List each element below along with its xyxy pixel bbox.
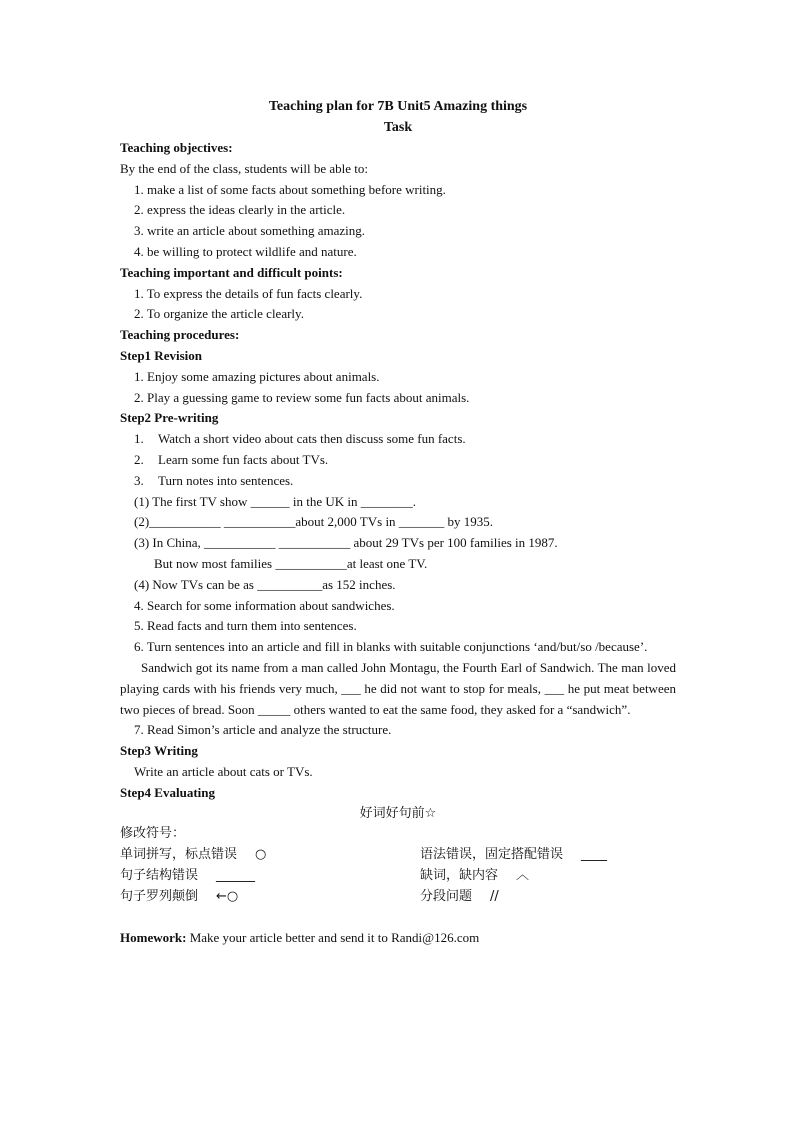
- page-title: Teaching plan for 7B Unit5 Amazing things: [268, 99, 528, 114]
- step2-numbered-item: [120, 429, 676, 450]
- step1-item: 1. Enjoy some amazing pictures about animals.: [134, 368, 380, 384]
- step4-heading: Step4 Evaluating: [120, 784, 215, 800]
- step2-numbered-item: [120, 450, 676, 471]
- homework-line: [120, 928, 676, 949]
- marks-label: 修改符号：: [120, 826, 186, 842]
- fill-sentence-continued: But now most families ___________at least one TV.: [154, 555, 428, 571]
- item-text: Learn some fun facts about TVs.: [158, 451, 329, 467]
- point-item: 2. To organize the article clearly.: [134, 306, 304, 322]
- paragraph-mark-symbol: //: [490, 888, 499, 904]
- step2-item: 5. Read facts and turn them into sentences.: [134, 618, 357, 634]
- points-heading: Teaching important and difficult points:: [120, 264, 343, 280]
- fill-sentence: (2)___________ ___________about 2,000 TVs in _______ by 1935.: [134, 514, 494, 530]
- circle-mark-symbol: ○: [255, 847, 267, 863]
- fill-sentence: (3) In China, ___________ ___________ about 29 TVs per 100 families in 1987.: [134, 535, 558, 551]
- step3-heading: Step3 Writing: [120, 743, 198, 759]
- objective-item: 3. write an article about something amazing.: [134, 223, 366, 239]
- item-number: 3.: [134, 472, 144, 488]
- objective-item: 1. make a list of some facts about something before writing.: [134, 181, 446, 197]
- document-page: [120, 96, 676, 949]
- marks-row: [120, 845, 676, 866]
- step3-text: Write an article about cats or TVs.: [134, 763, 313, 779]
- step1-heading: Step1 Revision: [120, 347, 202, 363]
- step2-item: 4. Search for some information about sandwiches.: [134, 597, 395, 613]
- step2-numbered-item: [120, 471, 676, 492]
- mark-description: 分段问题: [420, 888, 473, 904]
- point-item: 1. To express the details of fun facts clearly.: [134, 285, 363, 301]
- sandwich-passage: Sandwich got its name from a man called John Montagu, the Fourth Earl of Sandwich. The man loved playing cards with his friends very much, ___ he did not want to stop for meals, ___ he put meat between two pieces of bread. Soon _____ others wanted to eat the same food, they asked for a “sandwich”.: [120, 659, 676, 717]
- fill-sentence: (4) Now TVs can be as __________as 152 inches.: [134, 576, 396, 592]
- underline-mark-symbol: ______: [216, 867, 256, 883]
- mark-description: 缺词，缺内容: [420, 867, 499, 883]
- objective-item: 4. be willing to protect wildlife and nature.: [134, 243, 357, 259]
- objectives-heading: Teaching objectives:: [120, 140, 233, 155]
- marks-row: [120, 866, 676, 887]
- step1-item: 2. Play a guessing game to review some fun facts about animals.: [134, 389, 470, 405]
- item-number: 1.: [134, 431, 144, 447]
- wavy-underline-symbol: ____: [581, 847, 608, 863]
- fill-sentence: (1) The first TV show ______ in the UK in ________.: [134, 493, 417, 509]
- mark-description: 句子结构错误: [120, 867, 199, 883]
- swap-mark-symbol: ←○: [216, 888, 239, 904]
- item-text: Watch a short video about cats then discuss some fun facts.: [158, 431, 466, 447]
- step2-item-6: 6. Turn sentences into an article and fill in blanks with suitable conjunctions ‘and/but/so /because’.: [134, 639, 648, 655]
- item-number: 2.: [134, 451, 144, 467]
- step2-heading: Step2 Pre-writing: [120, 410, 219, 426]
- mark-description: 单词拼写，标点错误: [120, 847, 238, 863]
- insert-mark-symbol: ︿: [516, 867, 530, 883]
- marks-row: [120, 887, 676, 908]
- spacer: [120, 907, 676, 928]
- objectives-intro: By the end of the class, students will be able to:: [120, 160, 369, 176]
- mark-description: 句子罗列颠倒: [120, 888, 199, 904]
- page-subtitle: Task: [383, 120, 413, 135]
- homework-label: Homework:: [120, 930, 187, 946]
- mark-description: 语法错误，固定搭配错误: [420, 847, 564, 863]
- step2-item-7: 7. Read Simon’s article and analyze the structure.: [134, 722, 392, 738]
- procedures-heading: Teaching procedures:: [120, 327, 240, 343]
- evaluating-note: 好词好句前☆: [359, 805, 437, 821]
- objective-item: 2. express the ideas clearly in the article.: [134, 202, 346, 218]
- item-text: Turn notes into sentences.: [158, 472, 294, 488]
- homework-text: Make your article better and send it to Randi@126.com: [186, 930, 480, 946]
